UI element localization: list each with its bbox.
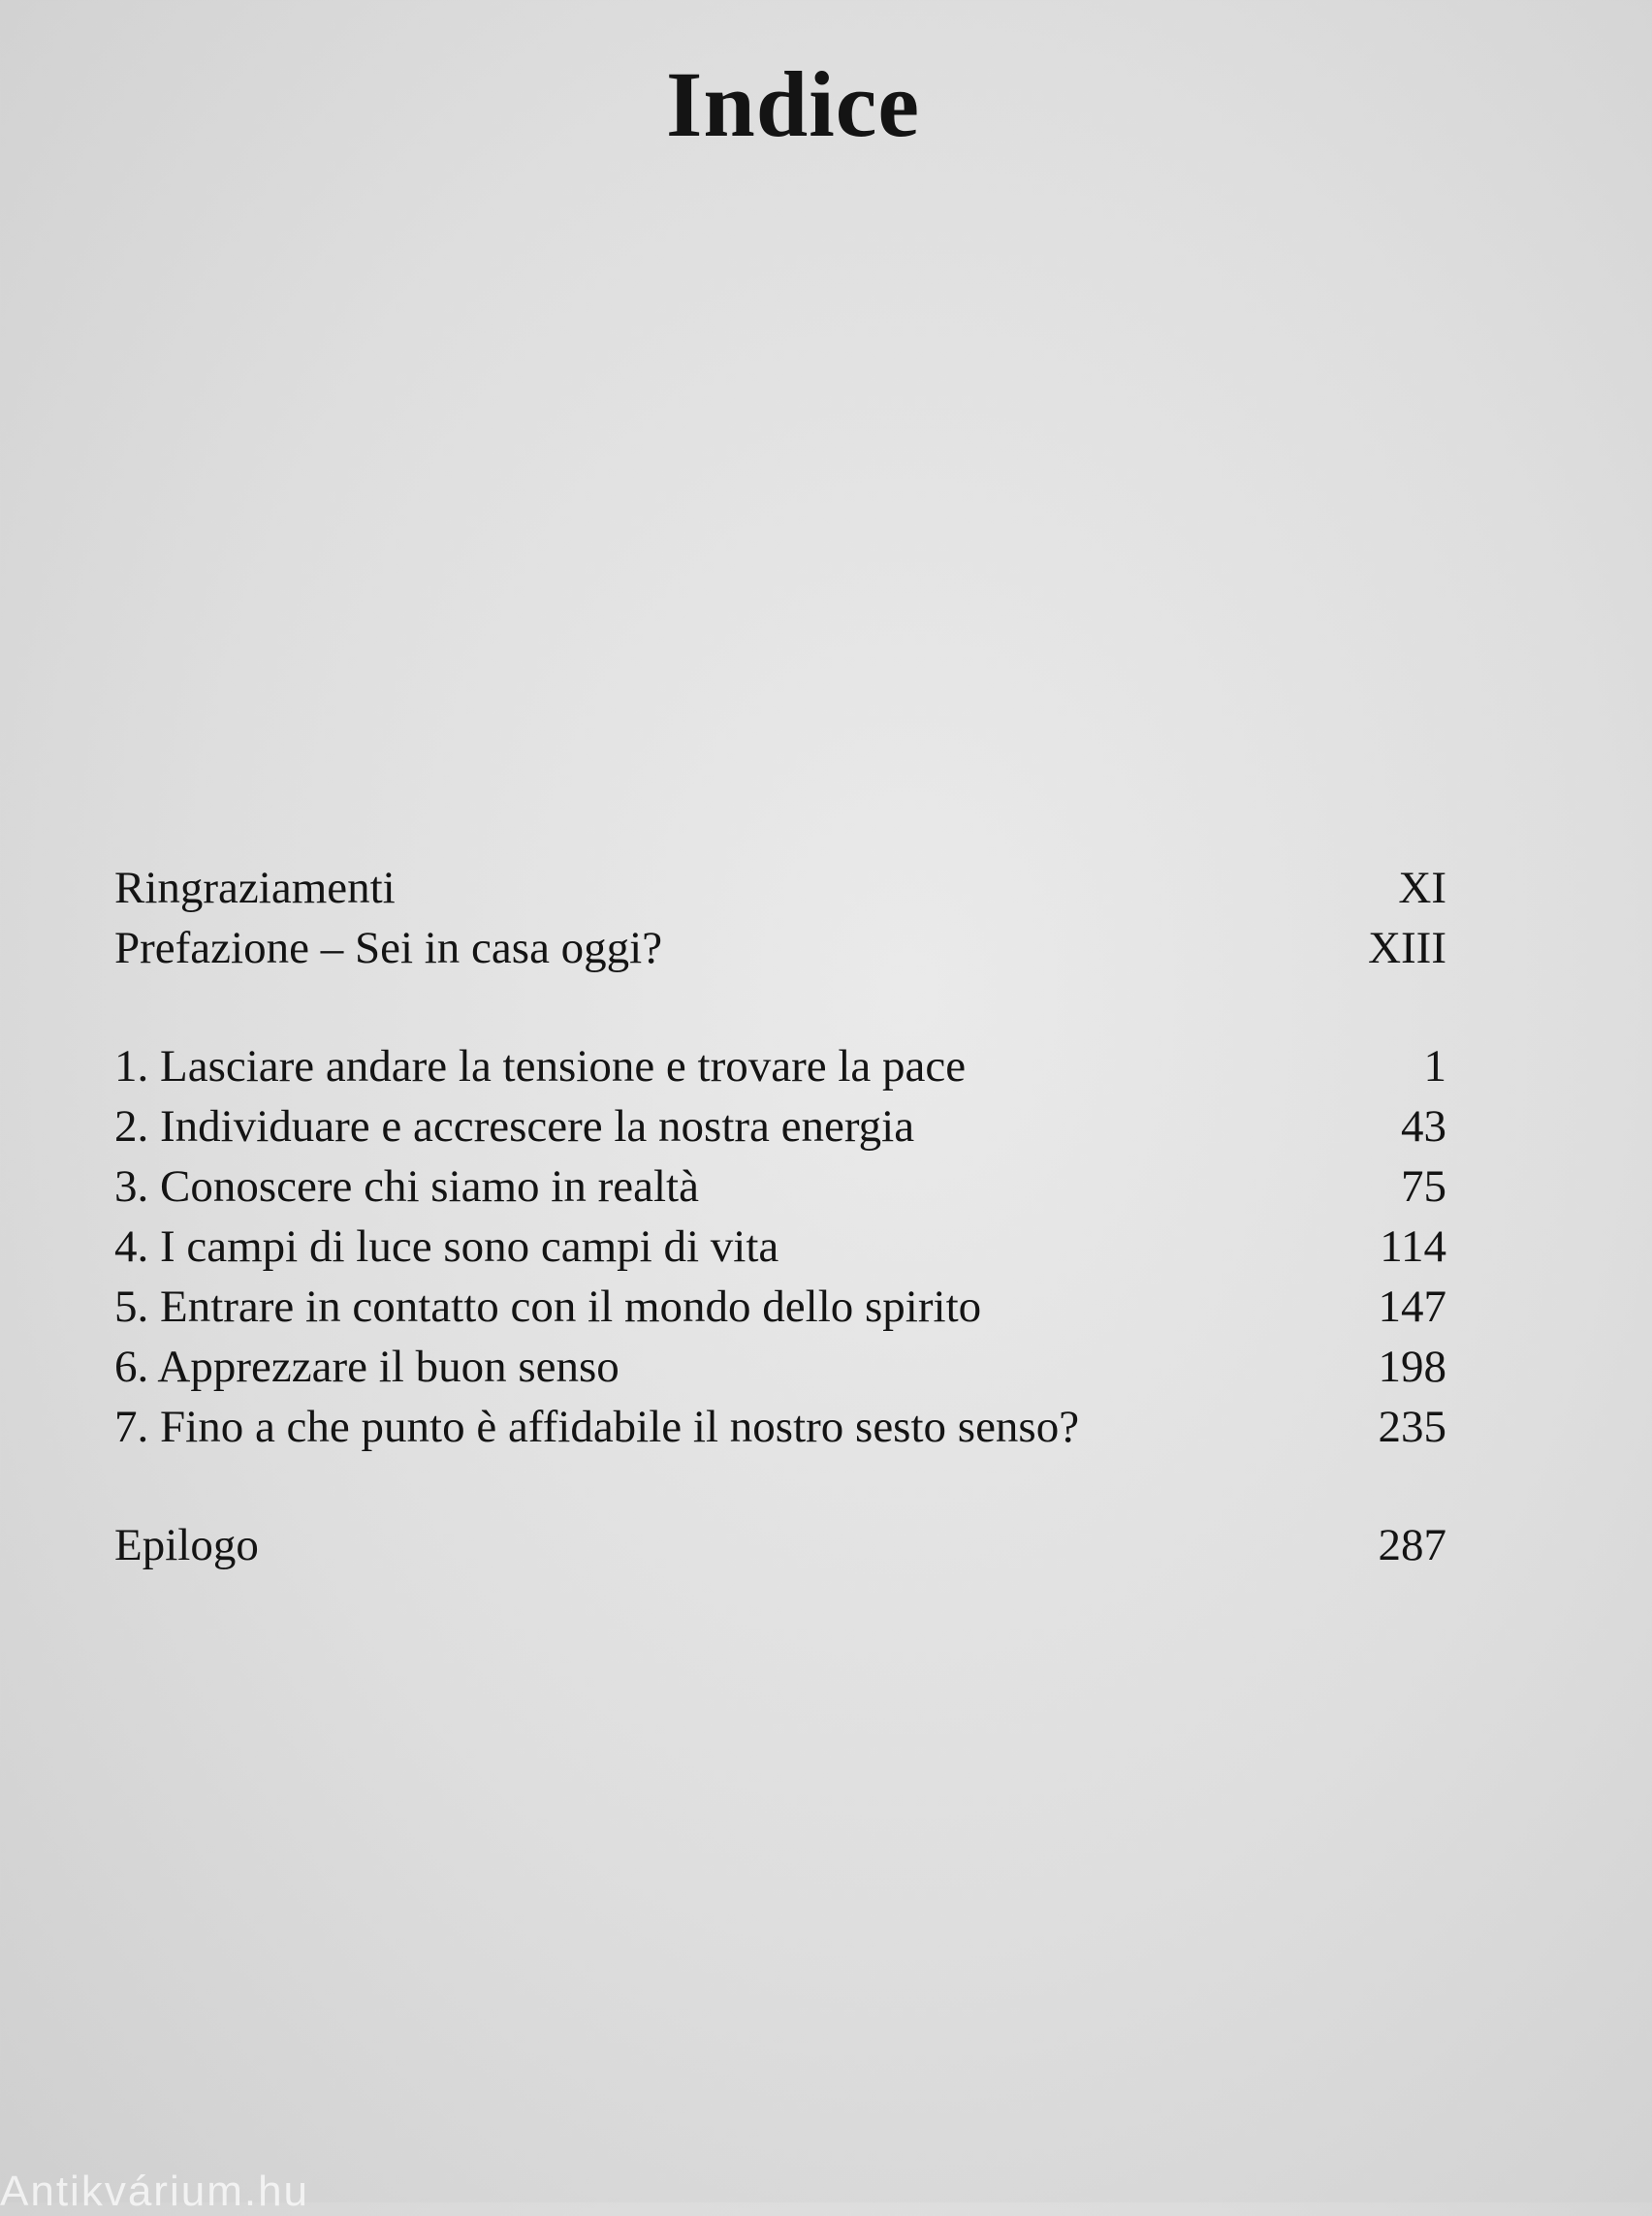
toc-entry-chapter-3: [114, 1156, 1446, 1217]
page-title: Indice: [665, 52, 921, 156]
toc-entry-chapter-4: [114, 1217, 1446, 1277]
toc-entry-label: 4. I campi di luce sono campi di vita: [114, 1221, 779, 1272]
toc-entry-label: Ringraziamenti: [114, 863, 396, 913]
toc-entry-chapter-1: [114, 1036, 1446, 1096]
toc-entry-page: 198: [1378, 1342, 1446, 1392]
toc-entry-page: 147: [1378, 1282, 1446, 1332]
toc-entry-page: 75: [1401, 1161, 1446, 1212]
toc-entry-epilogo: [114, 1515, 1446, 1575]
toc-entry-chapter-6: [114, 1337, 1446, 1397]
toc-entry-chapter-7: [114, 1397, 1446, 1457]
table-of-contents: [114, 858, 1446, 1575]
section-spacer: [114, 1457, 1446, 1515]
toc-entry-prefazione: [114, 918, 1446, 978]
toc-entry-page: 1: [1423, 1041, 1446, 1092]
toc-entry-page: 114: [1380, 1221, 1446, 1272]
toc-entry-label: 3. Conoscere chi siamo in realtà: [114, 1161, 699, 1212]
toc-entry-label: 1. Lasciare andare la tensione e trovare la pace: [114, 1041, 967, 1092]
toc-entry-page: XI: [1398, 863, 1446, 913]
toc-entry-page: 235: [1378, 1402, 1446, 1452]
toc-entry-label: 7. Fino a che punto è affidabile il nostro sesto senso?: [114, 1402, 1080, 1452]
toc-entry-page: 43: [1401, 1101, 1446, 1152]
toc-entry-chapter-2: [114, 1096, 1446, 1156]
section-spacer: [114, 978, 1446, 1036]
toc-entry-label: 6. Apprezzare il buon senso: [114, 1342, 620, 1392]
toc-entry-label: Prefazione – Sei in casa oggi?: [114, 923, 663, 973]
toc-entry-ringraziamenti: [114, 858, 1446, 918]
toc-entry-label: 2. Individuare e accrescere la nostra energia: [114, 1101, 915, 1152]
toc-entry-chapter-5: [114, 1277, 1446, 1337]
toc-entry-page: XIII: [1368, 923, 1446, 973]
toc-entry-label: 5. Entrare in contatto con il mondo dello spirito: [114, 1282, 982, 1332]
toc-entry-page: 287: [1378, 1520, 1446, 1570]
watermark: Antikvárium.hu: [0, 2168, 310, 2215]
toc-entry-label: Epilogo: [114, 1520, 259, 1570]
